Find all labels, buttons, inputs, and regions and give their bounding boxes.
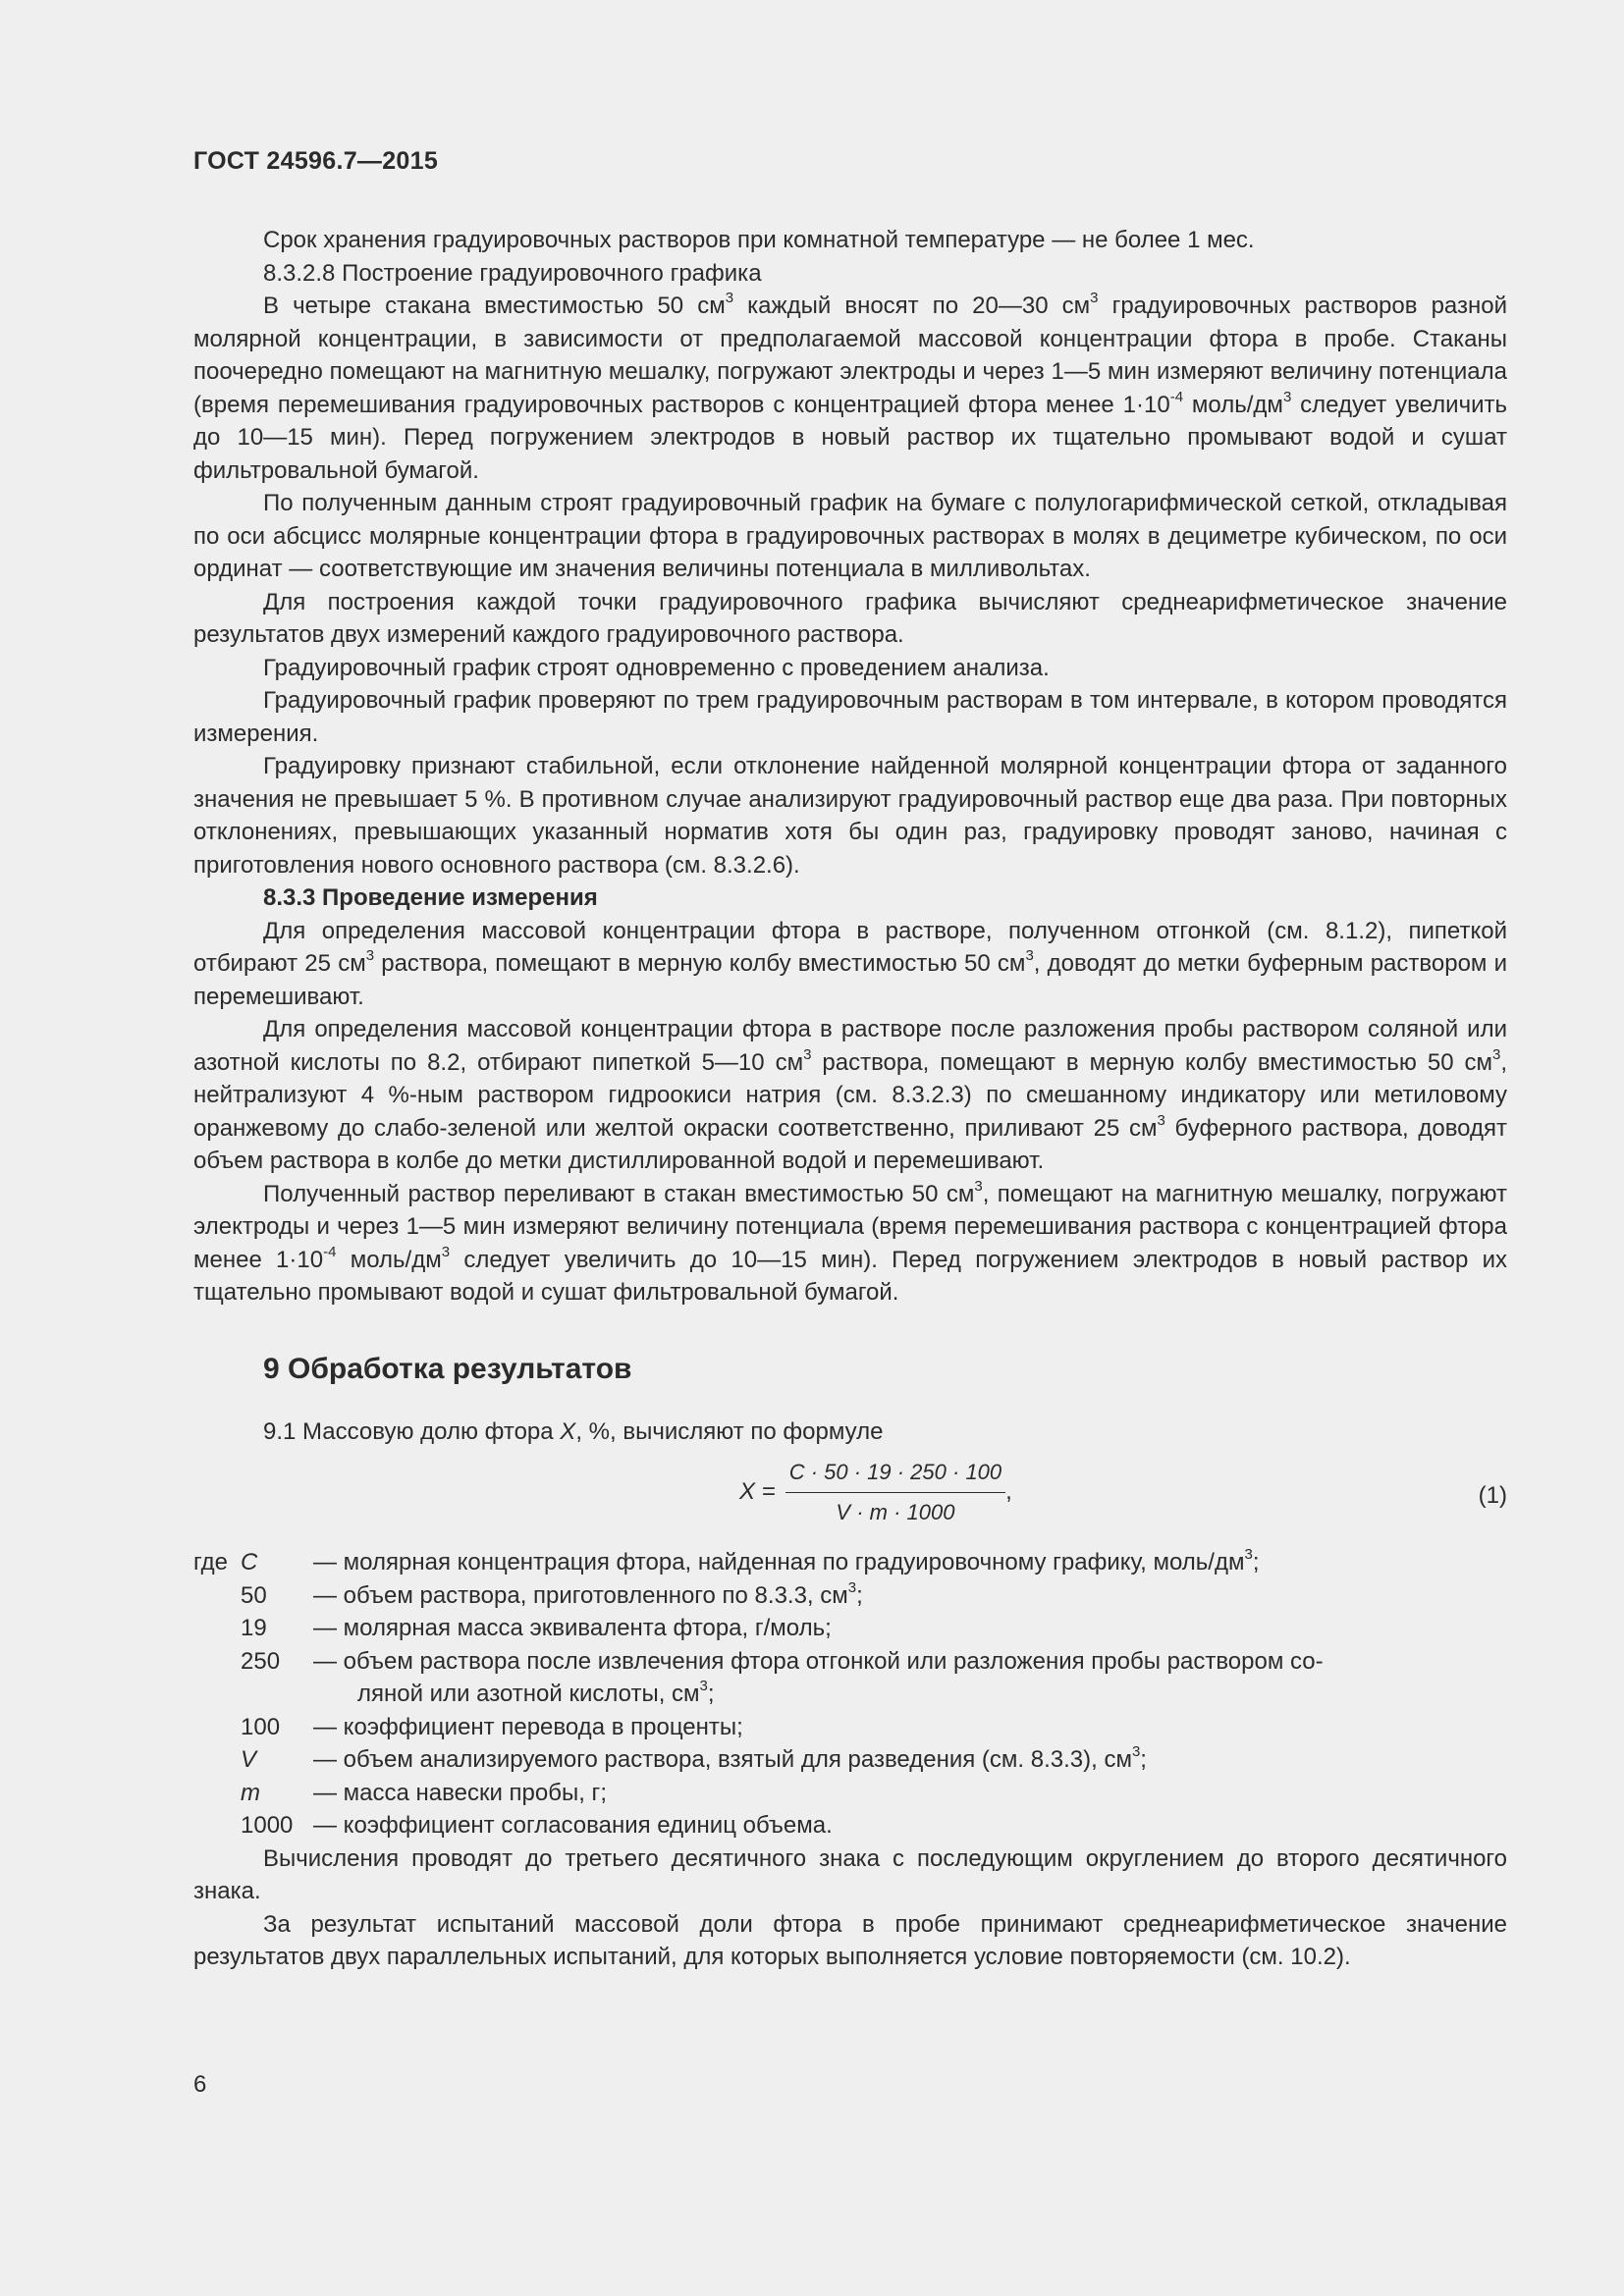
paragraph-calibration-beakers: В четыре стакана вместимостью 50 $см^3$ каждый вносят по 20—30 $см^3$ градуировочных растворов разной молярной концентрации, в зависимости от предполагаемой массовой концентрации фтора в пробе. Стаканы поочередно помещают на магнитную мешалку, погружают электроды и через 1—5 мин измеряют величину потенциала (время перемешивания градуировочных растворов с концентрацией фтора менее $1\cdot 10^{-4}$ моль/$дм^3$ следует увеличить до 10—15 мин). Перед погружением электродов в новый раствор их тщательно промывают водой и сушат фильтровальной бумагой.	[193, 290, 1508, 484]
equation-number: (1)	[1478, 1482, 1507, 1509]
paragraph-acid-decomposition: Для определения массовой концентрации фтора в растворе после разложения пробы раствором соляной или азотной кислоты по 8.2, отбирают пипеткой 5—10 $см^3$ раствора, помещают в мерную колбу вместимостью 50 $см^3$, нейтрализуют 4 %-ным раствором гидроокиси натрия (см. 8.3.2.3) по смешанному индикатору или метиловому оранжевому до слабо-зеленой или желтой окраски соответственно, приливают 25 $см^3$ буферного раствора, доводят объем раствора в колбе до метки дистиллированной водой и перемешивают.	[193, 1016, 1508, 1174]
section-9-title: 9 Обработка результатов	[263, 1352, 632, 1385]
paragraph-storage: Срок хранения градуировочных растворов при комнатной температуре — не более 1 мес.	[263, 227, 1255, 253]
paragraph-graph-check: Градуировочный график проверяют по трем градуировочным растворам в том интервале, в котором проводятся измерения.	[193, 687, 1507, 747]
definition-row: 1000 — коэффициент согласования единиц объема.	[241, 1812, 833, 1839]
formula-expression	[739, 1456, 1012, 1528]
paragraph-stability: Градуировку признают стабильной, если отклонение найденной молярной концентрации фтора от заданного значения не превышает 5 %. В противном случае анализируют градуировочный раствор еще два раза. При повторных отклонениях, превышающих указанный норматив хотя бы один раз, градуировку проводят заново, начиная с приготовления нового основного раствора (см. 8.3.2.6).	[193, 753, 1507, 879]
clause-8-3-3-title: 8.3.3 Проведение измерения	[263, 884, 598, 911]
definition-row: 250 — объем раствора после извлечения фтора отгонкой или разложения пробы раствором со- ляной или азотной кислоты, $см^3$;	[241, 1647, 1324, 1707]
standard-header: ГОСТ 24596.7—2015	[193, 147, 439, 175]
variable-definitions	[193, 1546, 1507, 1842]
document-body	[193, 224, 1507, 1974]
paragraph-result: За результат испытаний массовой доли фтора в пробе принимают среднеарифметическое значение результатов двух параллельных испытаний, для которых выполняется условие повторяемости (см. 10.2).	[193, 1910, 1507, 1970]
paragraph-graph-points: Для построения каждой точки градуировочного графика вычисляют среднеарифметическое значение результатов двух измерений каждого градуировочного раствора.	[193, 588, 1507, 648]
formula-1	[193, 1456, 1507, 1536]
definition-row: 19 — молярная масса эквивалента фтора, г/моль;	[241, 1615, 832, 1641]
page-number: 6	[193, 2071, 207, 2098]
paragraph-measurement: Полученный раствор переливают в стакан вместимостью 50 $см^3$, помещают на магнитную мешалку, погружают электроды и через 1—5 мин измеряют величину потенциала (время перемешивания раствора с концентрацией фтора менее $1\cdot 10^{-4}$ моль/$дм^3$ следует увеличить до 10—15 мин). Перед погружением электродов в новый раствор их тщательно промывают водой и сушат фильтровальной бумагой.	[193, 1177, 1508, 1306]
definition-row: где C — молярная концентрация фтора, найденная по градуировочному графику, моль/$дм^3$;	[193, 1546, 1260, 1575]
definition-row: V — объем анализируемого раствора, взятый для разведения (см. 8.3.3), $см^3$;	[241, 1743, 1147, 1773]
formula-numerator: C · 50 · 19 · 250 · 100	[785, 1456, 1005, 1493]
definition-row: 100 — коэффициент перевода в проценты;	[241, 1713, 743, 1740]
paragraph-graph-simultaneous: Градуировочный график строят одновременно с проведением анализа.	[263, 654, 1050, 681]
formula-tail: ,	[1005, 1478, 1012, 1506]
definition-row: 50 — объем раствора, приготовленного по 8.3.3, $см^3$;	[241, 1578, 863, 1609]
paragraph-semilog-graph: По полученным данным строят градуировочный график на бумаге с полулогарифмической сеткой, откладывая по оси абсцисс молярные концентрации фтора в градуировочных растворах в молях в дециметре кубическом, по оси ординат — соответствующие им значения величины потенциала в милливольтах.	[193, 490, 1507, 582]
paragraph-rounding: Вычисления проводят до третьего десятичного знака с последующим округлением до второго десятичного знака.	[193, 1844, 1507, 1904]
clause-9-1-text: 9.1 Массовую долю фтора X, %, вычисляют по формуле	[263, 1417, 884, 1445]
formula-fraction	[785, 1456, 1005, 1528]
formula-lhs: X =	[739, 1478, 776, 1506]
paragraph-distillate: Для определения массовой концентрации фтора в растворе, полученном отгонкой (см. 8.1.2), пипеткой отбирают 25 $см^3$ раствора, помещают в мерную колбу вместимостью 50 $см^3$, доводят до метки буферным раствором и перемешивают.	[193, 917, 1508, 1010]
formula-denominator: V · m · 1000	[836, 1499, 955, 1524]
definition-row: m — масса навески пробы, г;	[241, 1779, 607, 1806]
clause-8-3-2-8-title: 8.3.2.8 Построение градуировочного графика	[263, 259, 762, 287]
